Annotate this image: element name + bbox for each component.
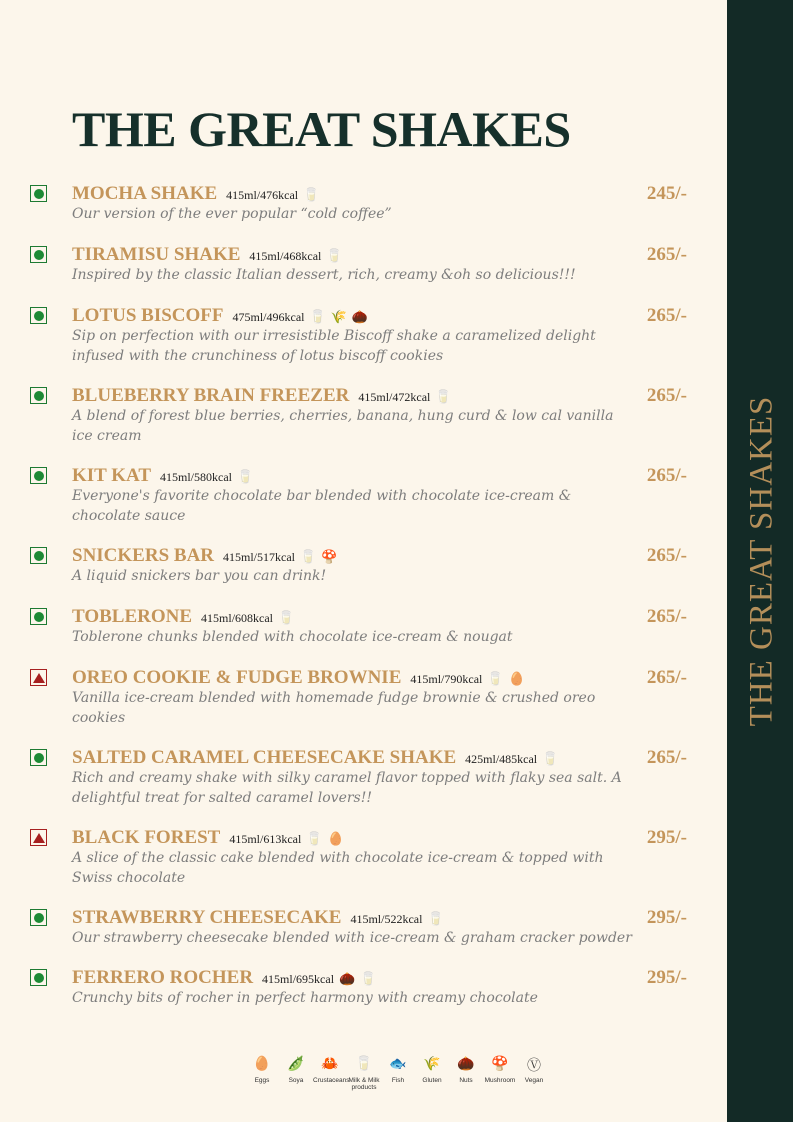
milk-icon: 🥛	[360, 972, 377, 987]
item-description: Sip on perfection with our irresistible Biscoff shake a caramelized delight infused with the crunchiness of lotus biscoff cookies	[72, 328, 596, 364]
milk-icon: 🥛	[355, 1055, 373, 1071]
veg-icon	[30, 467, 47, 484]
milk-icon: 🥛	[435, 390, 452, 405]
veg-icon	[30, 909, 47, 926]
item-price: 265/-	[646, 545, 687, 566]
item-price: 265/-	[646, 667, 687, 688]
item-description: Inspired by the classic Italian dessert, rich, creamy &oh so delicious!!!	[72, 267, 576, 283]
side-title: THE GREAT SHAKES	[743, 395, 780, 727]
item-name: OREO COOKIE & FUDGE BROWNIE	[72, 667, 402, 688]
item-name: SALTED CARAMEL CHEESECAKE SHAKE	[72, 747, 457, 768]
item-name: STRAWBERRY CHEESECAKE	[72, 907, 342, 928]
legend-item	[517, 1055, 551, 1091]
item-description: A slice of the classic cake blended with chocolate ice-cream & topped with Swiss chocolate	[72, 850, 604, 886]
milk-icon: 🥛	[427, 912, 444, 927]
item-price: 265/-	[646, 747, 687, 768]
veg-icon	[30, 185, 47, 202]
item-info: 415ml/472kcal	[358, 390, 431, 404]
item-price: 295/-	[646, 827, 687, 848]
legend-label: Vegan	[524, 1077, 544, 1084]
item-description: Our version of the ever popular “cold coffee”	[72, 206, 392, 222]
mushroom-icon: 🍄	[321, 550, 338, 565]
veg-icon	[30, 307, 47, 324]
legend-item	[415, 1055, 449, 1091]
item-info: 425ml/485kcal	[465, 752, 538, 766]
gluten-icon: 🌾	[423, 1055, 441, 1071]
item-info: 415ml/613kcal	[229, 832, 302, 846]
item-description: Vanilla ice-cream blended with homemade fudge brownie & crushed oreo cookies	[72, 690, 596, 726]
soya-icon: 🫛	[287, 1055, 305, 1071]
item-info: 415ml/580kcal	[160, 470, 233, 484]
item-description: A blend of forest blue berries, cherries, banana, hung curd & low cal vanilla ice cream	[72, 408, 614, 444]
vegan-icon: Ⓥ	[527, 1057, 541, 1073]
item-name: TOBLERONE	[72, 606, 193, 627]
milk-icon: 🥛	[303, 188, 320, 203]
fish-icon: 🐟	[389, 1055, 407, 1071]
legend-item	[245, 1055, 279, 1091]
crustaceans-icon: 🦀	[321, 1055, 339, 1071]
item-info: 415ml/522kcal	[350, 912, 423, 926]
gluten-icon: 🌾	[330, 310, 347, 325]
nonveg-icon	[30, 669, 47, 686]
veg-icon	[30, 387, 47, 404]
eggs-icon: 🥚	[253, 1055, 271, 1071]
item-name: MOCHA SHAKE	[72, 183, 218, 204]
milk-icon: 🥛	[542, 752, 559, 767]
legend-item	[449, 1055, 483, 1091]
veg-icon	[30, 969, 47, 986]
item-name: KIT KAT	[72, 465, 152, 486]
nuts-icon: 🌰	[351, 310, 369, 325]
item-price: 265/-	[646, 305, 687, 326]
item-info: 475ml/496kcal	[232, 310, 305, 324]
milk-icon: 🥛	[237, 470, 254, 485]
item-price: 265/-	[646, 244, 687, 265]
veg-icon	[30, 246, 47, 263]
item-description: A liquid snickers bar you can drink!	[72, 568, 327, 584]
item-name: TIRAMISU SHAKE	[72, 244, 241, 265]
page-title: THE GREAT SHAKES	[72, 101, 571, 157]
item-info: 415ml/476kcal	[226, 188, 299, 202]
item-name: SNICKERS BAR	[72, 545, 215, 566]
item-description: Rich and creamy shake with silky caramel flavor topped with flaky sea salt. A delightful treat for salted caramel lovers!!	[72, 770, 622, 806]
legend-label: Gluten	[422, 1077, 442, 1084]
veg-icon	[30, 749, 47, 766]
veg-icon	[30, 547, 47, 564]
item-info: 415ml/468kcal	[249, 249, 322, 263]
legend-label: Nuts	[459, 1077, 473, 1084]
milk-icon: 🥛	[487, 672, 504, 687]
milk-icon: 🥛	[326, 249, 343, 264]
legend-item	[381, 1055, 415, 1091]
milk-icon: 🥛	[300, 550, 317, 565]
milk-icon: 🥛	[306, 832, 323, 847]
legend-label: Eggs	[254, 1077, 270, 1084]
item-description: Our strawberry cheesecake blended with ice-cream & graham cracker powder	[72, 930, 632, 946]
nuts-icon: 🌰	[457, 1055, 475, 1071]
item-price: 265/-	[646, 465, 687, 486]
item-info: 415ml/517kcal	[223, 550, 296, 564]
legend-label: Fish	[391, 1077, 405, 1084]
item-price: 265/-	[646, 385, 687, 406]
legend-label: Soya	[288, 1077, 304, 1084]
legend-label: Milk & Milk products	[348, 1077, 380, 1091]
eggs-icon: 🥚	[508, 672, 525, 687]
item-name: BLACK FOREST	[72, 827, 221, 848]
item-price: 295/-	[646, 907, 687, 928]
milk-icon: 🥛	[278, 611, 295, 626]
item-price: 245/-	[646, 183, 687, 204]
legend-item	[483, 1055, 517, 1091]
eggs-icon: 🥚	[327, 832, 344, 847]
legend-item	[279, 1055, 313, 1091]
item-info: 415ml/608kcal	[201, 611, 274, 625]
milk-icon: 🥛	[309, 310, 326, 325]
nonveg-icon	[30, 829, 47, 846]
veg-icon	[30, 608, 47, 625]
allergen-legend	[245, 1055, 551, 1091]
item-description: Toblerone chunks blended with chocolate ice-cream & nougat	[72, 629, 513, 645]
legend-label: Crustaceans	[313, 1077, 350, 1084]
item-name: BLUEBERRY BRAIN FREEZER	[72, 385, 350, 406]
item-info: 415ml/695kcal	[262, 972, 335, 986]
legend-label: Mushroom	[484, 1077, 516, 1084]
item-name: FERRERO ROCHER	[72, 967, 254, 988]
legend-item	[347, 1055, 381, 1091]
nuts-icon: 🌰	[339, 972, 356, 987]
item-description: Everyone's favorite chocolate bar blended with chocolate ice-cream & chocolate sauce	[72, 488, 572, 524]
legend-item	[313, 1055, 350, 1091]
mushroom-icon: 🍄	[491, 1055, 509, 1071]
item-price: 265/-	[646, 606, 687, 627]
item-description: Crunchy bits of rocher in perfect harmony with creamy chocolate	[72, 990, 538, 1006]
item-price: 295/-	[646, 967, 687, 988]
item-info: 415ml/790kcal	[410, 672, 483, 686]
item-name: LOTUS BISCOFF	[72, 305, 224, 326]
